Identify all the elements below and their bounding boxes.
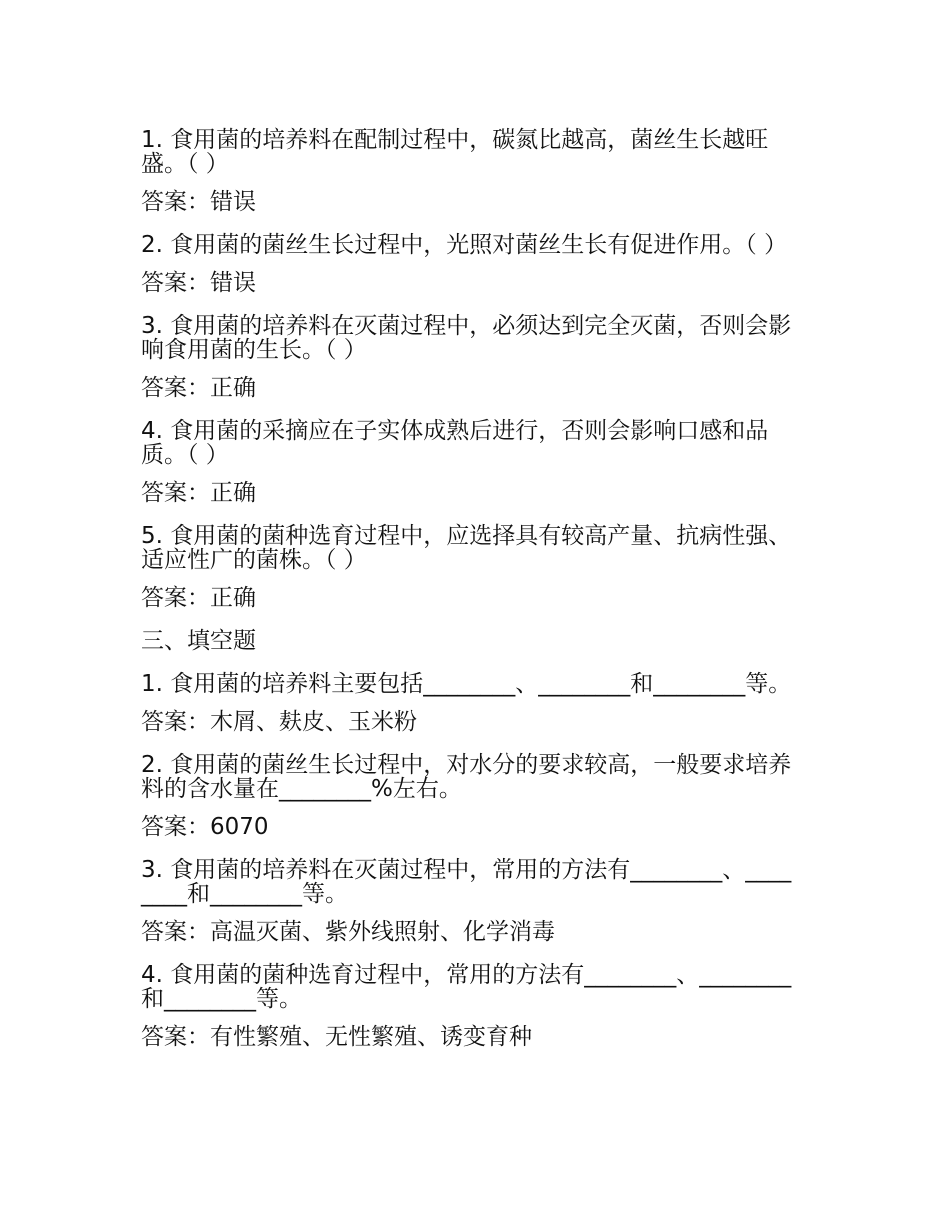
fill-blank-answer-4: 答案：有性繁殖、无性繁殖、诱变育种	[141, 1024, 532, 1050]
fill-blank-answer-3: 答案：高温灭菌、紫外线照射、化学消毒	[141, 919, 555, 945]
fill-blank-question-1: 1. 食用菌的培养料主要包括________、________和________等。	[141, 671, 792, 697]
fill-blank-question-4: 4. 食用菌的菌种选育过程中，常用的方法有________、________和________等。	[141, 962, 792, 1012]
judgment-answer-4: 答案：正确	[141, 480, 256, 506]
judgment-question-1: 1. 食用菌的培养料在配制过程中，碳氮比越高，菌丝生长越旺盛。（ ）	[141, 127, 769, 177]
judgment-question-4: 4. 食用菌的采摘应在子实体成熟后进行，否则会影响口感和品质。（ ）	[141, 418, 769, 468]
section-heading: 三、填空题	[141, 628, 256, 654]
judgment-answer-5: 答案：正确	[141, 585, 256, 611]
fill-blank-answer-1: 答案：木屑、麸皮、玉米粉	[141, 709, 417, 735]
judgment-question-5: 5. 食用菌的菌种选育过程中，应选择具有较高产量、抗病性强、适应性广的菌株。（ ）	[141, 523, 792, 573]
fill-blank-question-3: 3. 食用菌的培养料在灭菌过程中，常用的方法有________、________和________等。	[141, 857, 792, 907]
judgment-answer-1: 答案：错误	[141, 189, 256, 215]
document-content	[141, 128, 801, 1068]
judgment-answer-3: 答案：正确	[141, 375, 256, 401]
fill-blank-question-2: 2. 食用菌的菌丝生长过程中，对水分的要求较高，一般要求培养料的含水量在________%左右。	[141, 752, 792, 802]
fill-blank-answer-2: 答案：6070	[141, 814, 269, 840]
judgment-answer-2: 答案：错误	[141, 270, 256, 296]
judgment-question-3: 3. 食用菌的培养料在灭菌过程中，必须达到完全灭菌，否则会影响食用菌的生长。（ ）	[141, 313, 792, 363]
judgment-question-2: 2. 食用菌的菌丝生长过程中，光照对菌丝生长有促进作用。（ ）	[141, 232, 788, 258]
